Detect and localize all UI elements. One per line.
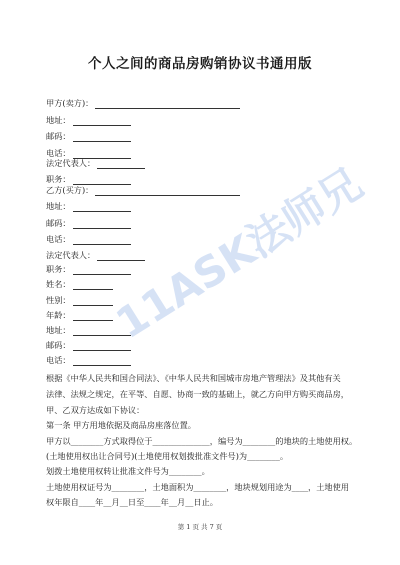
field-label: 职务：: [46, 174, 71, 184]
form-field: [46, 264, 131, 275]
fill-in-line[interactable]: [73, 326, 131, 336]
body-line: 权年限自____年__月__日至____年__月__日止。: [46, 497, 218, 507]
body-line: 根据《中华人民共和国合同法》、《中华人民共和国城市房地产管理法》及其他有关: [46, 373, 341, 383]
field-label: 甲方(卖方)：: [46, 98, 94, 108]
fill-in-line[interactable]: [97, 251, 145, 261]
fill-in-line[interactable]: [97, 159, 145, 169]
form-field: [46, 185, 240, 196]
field-label: 电话：: [46, 148, 71, 158]
field-label: 年龄：: [46, 310, 71, 320]
field-label: 职务：: [46, 264, 71, 274]
form-field: [46, 250, 145, 261]
field-label: 姓名：: [46, 279, 71, 289]
form-field: [46, 201, 131, 212]
field-label: 邮码：: [46, 340, 71, 350]
fill-in-line[interactable]: [73, 296, 113, 306]
fill-in-line[interactable]: [73, 132, 131, 142]
field-label: 电话：: [46, 355, 71, 365]
field-label: 法定代表人：: [46, 250, 96, 260]
form-field: [46, 131, 131, 142]
body-line: (土地使用权出让合同号)(土地使用权划拨批准文件号)为________。: [46, 451, 289, 461]
fill-in-line[interactable]: [95, 99, 240, 109]
fill-in-line[interactable]: [73, 356, 131, 366]
fill-in-line[interactable]: [73, 219, 131, 229]
body-line: 甲方以________方式取得位于______________，编号为________的地块的土地使用权。: [46, 436, 358, 446]
form-field: [46, 279, 113, 290]
form-field: [46, 325, 131, 336]
watermark-text: 11ASK法师兄: [107, 158, 371, 349]
form-field: [46, 218, 131, 229]
field-label: 邮码：: [46, 218, 71, 228]
form-field: [46, 340, 131, 351]
form-field: [46, 115, 131, 126]
form-field: [46, 355, 131, 366]
fill-in-line[interactable]: [73, 175, 131, 185]
fill-in-line[interactable]: [95, 186, 240, 196]
form-field: [46, 295, 113, 306]
field-label: 地址：: [46, 325, 71, 335]
fill-in-line[interactable]: [73, 341, 131, 351]
field-label: 地址：: [46, 201, 71, 211]
body-line: 甲、乙双方达成如下协议：: [46, 405, 145, 415]
form-field: [46, 158, 145, 169]
page-title: 个人之间的商品房购销协议书通用版: [88, 56, 312, 72]
body-line: 土地使用权证号为________，土地面积为________，地块规划用途为____，土地使用: [46, 482, 349, 492]
fill-in-line[interactable]: [73, 235, 131, 245]
field-label: 性别：: [46, 295, 71, 305]
form-field: [46, 310, 113, 321]
field-label: 邮码：: [46, 131, 71, 141]
field-label: 乙方(买方)：: [46, 185, 94, 195]
fill-in-line[interactable]: [73, 265, 131, 275]
body-line: 划拨土地使用权转让批准文件号为________。: [46, 466, 210, 476]
field-label: 电话：: [46, 234, 71, 244]
fill-in-line[interactable]: [73, 202, 131, 212]
body-line: 法律、法规之规定，在平等、自愿、协商一致的基础上，就乙方向甲方购买商品房，: [46, 389, 349, 399]
body-line: 第一条 甲方用地依据及商品房座落位置。: [46, 420, 196, 430]
field-label: 法定代表人：: [46, 158, 96, 168]
form-field: [46, 174, 131, 185]
fill-in-line[interactable]: [73, 311, 113, 321]
field-label: 地址：: [46, 115, 71, 125]
page-footer: 第 1 页 共 7 页: [177, 523, 223, 531]
form-field: [46, 98, 240, 109]
fill-in-line[interactable]: [73, 280, 113, 290]
fill-in-line[interactable]: [73, 116, 131, 126]
form-field: [46, 234, 131, 245]
